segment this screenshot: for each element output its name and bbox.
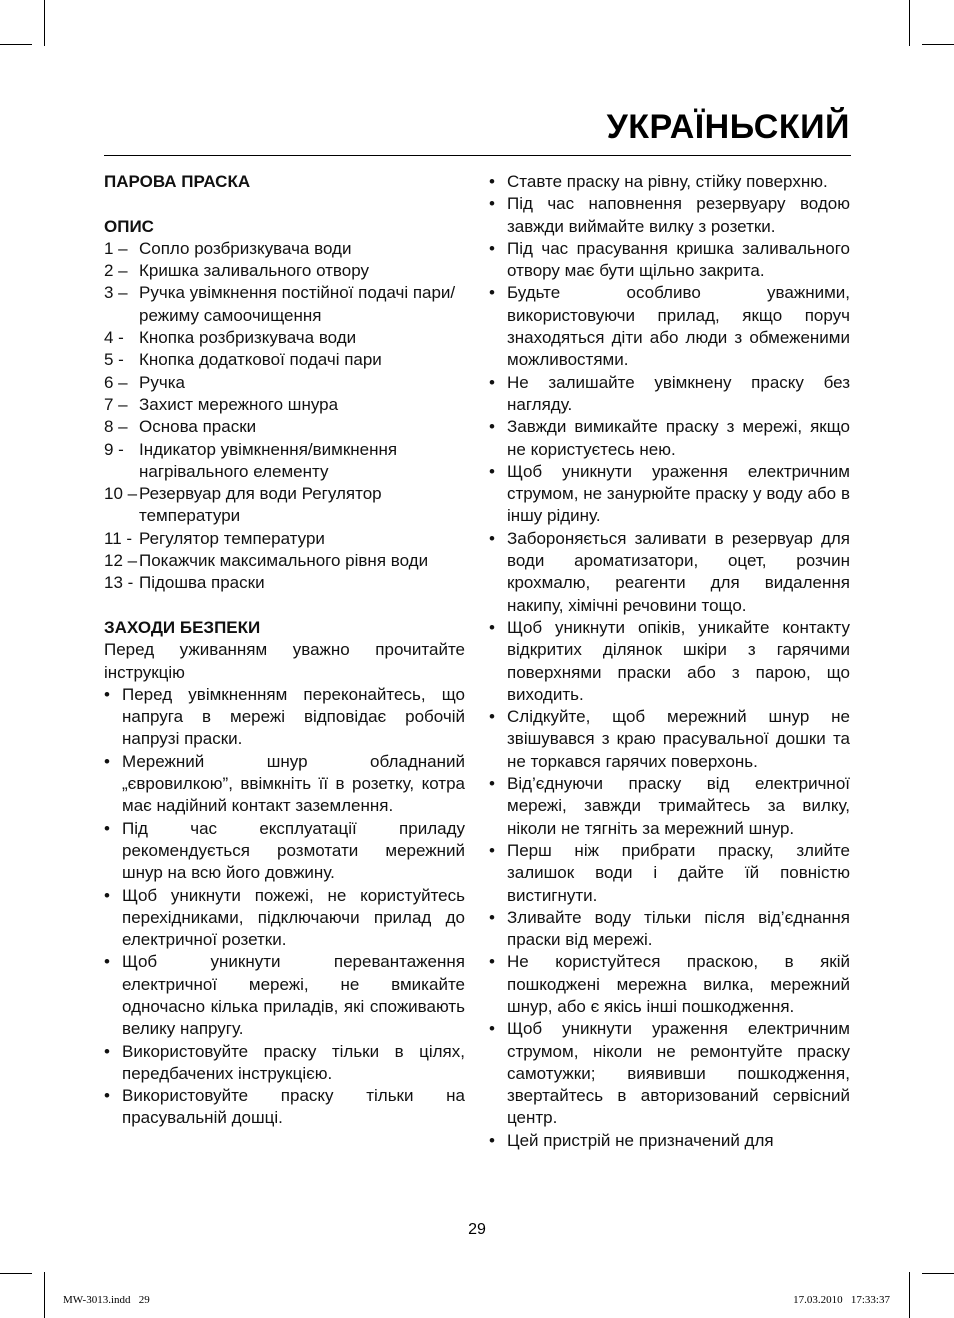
bullet-dot-icon: • bbox=[104, 1086, 110, 1106]
bullet-dot-icon: • bbox=[489, 172, 495, 191]
safety-item bbox=[489, 193, 850, 238]
safety-text: Щоб уникнути опіків, уникайте контакту відкритих ділянок шкіри з гарячими поверхнями праски або з парою, що виходить. bbox=[507, 617, 850, 704]
safety-text: Ставте праску на рівну, стійку поверхню. bbox=[507, 172, 828, 191]
safety-text: Не користуйтеся праскою, в якій пошкоджені мережна вилка, мережний шнур, або є якісь інші пошкодження. bbox=[507, 952, 850, 1016]
safety-item bbox=[489, 238, 850, 283]
part-text: Підошва праски bbox=[139, 573, 265, 593]
part-number: 1 – bbox=[104, 238, 128, 258]
safety-text: Цей пристрій не призначений для bbox=[507, 1130, 774, 1150]
safety-text: Слідкуйте, щоб мережний шнур не звішувався з краю прасувальної дошки та не торкався гарячих поверхонь. bbox=[507, 707, 850, 771]
safety-heading: ЗАХОДИ БЕЗПЕКИ bbox=[104, 617, 261, 637]
part-text: Ручка увімкнення постійної подачі пари/режиму самоочищення bbox=[139, 283, 456, 325]
crop-mark bbox=[909, 0, 910, 46]
part-item bbox=[104, 238, 465, 260]
safety-text: Щоб уникнути пожежі, не користуйтесь перехідниками, підключаючи прилад до електричної розетки. bbox=[122, 885, 465, 950]
description-heading: ОПИС bbox=[104, 216, 154, 236]
part-number: 13 - bbox=[104, 573, 134, 593]
safety-item bbox=[489, 951, 850, 1018]
bullet-dot-icon: • bbox=[489, 461, 495, 481]
language-header: УКРАЇНЬСКИЙ bbox=[606, 108, 850, 146]
safety-item bbox=[489, 372, 850, 417]
part-item bbox=[104, 282, 465, 327]
bullet-dot-icon: • bbox=[489, 528, 495, 548]
part-item bbox=[104, 483, 465, 528]
crop-mark bbox=[0, 1273, 32, 1274]
bullet-dot-icon: • bbox=[489, 907, 495, 927]
safety-text: Використовуйте праску тільки в цілях, передбачених інструкцією. bbox=[122, 1041, 465, 1083]
safety-item bbox=[489, 1130, 850, 1152]
safety-text: Не залишайте увімкнену праску без нагляду. bbox=[507, 372, 850, 414]
part-item bbox=[104, 372, 465, 394]
part-text: Кришка заливального отвору bbox=[139, 261, 369, 281]
safety-item bbox=[489, 617, 850, 706]
crop-mark bbox=[44, 1272, 45, 1318]
part-number: 6 – bbox=[104, 372, 128, 392]
safety-item bbox=[489, 171, 850, 193]
safety-item bbox=[104, 1041, 465, 1086]
safety-item bbox=[104, 751, 465, 818]
part-number: 7 – bbox=[104, 394, 128, 414]
part-number: 5 - bbox=[104, 350, 124, 370]
safety-list-left bbox=[104, 684, 465, 1130]
part-text: Основа праски bbox=[139, 417, 257, 437]
part-item bbox=[104, 550, 465, 572]
safety-text: Мережний шнур обладнаний „євровилкою”, ввімкніть її в розетку, котра має надійний контакт заземлення. bbox=[122, 751, 465, 816]
bullet-dot-icon: • bbox=[104, 684, 110, 704]
bullet-dot-icon: • bbox=[104, 885, 110, 905]
product-title: ПАРОВА ПРАСКА bbox=[104, 172, 251, 191]
part-text: Захист мережного шнура bbox=[139, 394, 339, 414]
part-number: 12 – bbox=[104, 551, 138, 571]
safety-item bbox=[104, 885, 465, 952]
part-text: Покажчик максимального рівня води bbox=[139, 551, 429, 571]
safety-item bbox=[104, 951, 465, 1040]
part-item bbox=[104, 439, 465, 484]
crop-mark bbox=[909, 1272, 910, 1318]
safety-text: Щоб уникнути ураження електричним струмом, не занурюйте праску у воду або в іншу рідину. bbox=[507, 461, 850, 526]
part-text: Ручка bbox=[139, 372, 185, 392]
part-number: 9 - bbox=[104, 439, 124, 459]
bullet-dot-icon: • bbox=[489, 283, 495, 303]
safety-item bbox=[104, 1085, 465, 1130]
bullet-dot-icon: • bbox=[489, 194, 495, 214]
left-column bbox=[104, 171, 465, 1130]
right-column bbox=[489, 171, 850, 1152]
bullet-dot-icon: • bbox=[104, 818, 110, 838]
part-number: 10 – bbox=[104, 484, 138, 504]
parts-list bbox=[104, 238, 465, 595]
safety-item bbox=[489, 840, 850, 907]
bullet-dot-icon: • bbox=[489, 617, 495, 637]
header-rule bbox=[104, 155, 851, 156]
bullet-dot-icon: • bbox=[489, 1019, 495, 1039]
safety-item bbox=[489, 461, 850, 528]
print-slug-date: 17.03.2010 17:33:37 bbox=[793, 1294, 890, 1306]
part-item bbox=[104, 394, 465, 416]
part-item bbox=[104, 260, 465, 282]
bullet-dot-icon: • bbox=[489, 417, 495, 437]
part-text: Індикатор увімкнення/вимкнення нагрівального елементу bbox=[139, 439, 398, 481]
crop-mark bbox=[922, 44, 954, 45]
part-number: 11 - bbox=[104, 528, 133, 548]
bullet-dot-icon: • bbox=[104, 1041, 110, 1061]
safety-item bbox=[489, 1018, 850, 1129]
safety-text: Будьте особливо уважними, використовуючи прилад, якщо поруч знаходяться діти або люди з обмеженими можливостями. bbox=[507, 283, 850, 370]
safety-text: Завжди вимикайте праску з мережі, якщо не користуєтесь нею. bbox=[507, 417, 850, 459]
crop-mark bbox=[44, 0, 45, 46]
safety-intro: Перед уживанням уважно прочитайте інструкцію bbox=[104, 640, 465, 682]
crop-mark bbox=[922, 1273, 954, 1274]
part-item bbox=[104, 528, 465, 550]
safety-text: Забороняється заливати в резервуар для води ароматизатори, оцет, розчин крохмалю, реагенти для видалення накипу, хімічні речовини тощо. bbox=[507, 528, 850, 615]
bullet-dot-icon: • bbox=[489, 774, 495, 794]
safety-item bbox=[104, 818, 465, 885]
part-item bbox=[104, 327, 465, 349]
print-slug-file: MW-3013.indd 29 bbox=[63, 1294, 150, 1306]
part-item bbox=[104, 416, 465, 438]
safety-item bbox=[489, 282, 850, 371]
part-text: Кнопка розбризкувача води bbox=[139, 328, 357, 348]
safety-text: Щоб уникнути перевантаження електричної мережі, не вмикайте одночасно кілька приладів, які споживають велику напругу. bbox=[122, 952, 465, 1039]
bullet-dot-icon: • bbox=[489, 707, 495, 727]
part-item bbox=[104, 572, 465, 594]
bullet-dot-icon: • bbox=[104, 952, 110, 972]
part-text: Кнопка додаткової подачі пари bbox=[139, 350, 382, 370]
safety-item bbox=[489, 706, 850, 773]
part-item bbox=[104, 349, 465, 371]
safety-text: Під час прасування кришка заливального отвору має бути щільно закрита. bbox=[507, 238, 850, 281]
part-number: 3 – bbox=[104, 283, 128, 303]
crop-mark bbox=[0, 44, 32, 45]
safety-item bbox=[489, 528, 850, 617]
safety-text: Перш ніж прибрати праску, злийте залишок води і дайте їй повністю вистигнути. bbox=[507, 840, 850, 905]
part-text: Регулятор температури bbox=[139, 528, 325, 548]
part-number: 4 - bbox=[104, 328, 124, 348]
bullet-dot-icon: • bbox=[489, 840, 495, 860]
safety-item bbox=[489, 773, 850, 840]
part-number: 8 – bbox=[104, 417, 128, 437]
safety-item bbox=[104, 684, 465, 751]
safety-text: Перед увімкненням переконайтесь, що напруга в мережі відповідає робочій напрузі праски. bbox=[122, 684, 465, 749]
safety-text: Використовуйте праску тільки на прасувальній дошці. bbox=[122, 1086, 465, 1128]
safety-item bbox=[489, 416, 850, 461]
page-number: 29 bbox=[468, 1221, 486, 1238]
safety-text: Щоб уникнути ураження електричним струмом, ніколи не ремонтуйте праску самотужки; виявивши пошкодження, звертайтесь в авторизований сервісний центр. bbox=[507, 1019, 850, 1128]
bullet-dot-icon: • bbox=[104, 751, 110, 771]
bullet-dot-icon: • bbox=[489, 952, 495, 972]
safety-item bbox=[489, 907, 850, 952]
part-text: Резервуар для води Регулятор температури bbox=[139, 484, 382, 526]
part-number: 2 – bbox=[104, 261, 128, 281]
bullet-dot-icon: • bbox=[489, 238, 495, 258]
bullet-dot-icon: • bbox=[489, 1130, 495, 1150]
safety-text: Під час експлуатації приладу рекомендується розмотати мережний шнур на всю його довжину. bbox=[122, 818, 465, 883]
part-text: Сопло розбризкувача води bbox=[139, 238, 352, 258]
safety-text: Під час наповнення резервуару водою завжди виймайте вилку з розетки. bbox=[507, 194, 850, 236]
safety-text: Від’єднуючи праску від електричної мережі, завжди тримайтесь за вилку, ніколи не тягніть за мережний шнур. bbox=[507, 774, 850, 838]
safety-list-right bbox=[489, 171, 850, 1152]
safety-text: Зливайте воду тільки після від’єднання праски від мережі. bbox=[507, 907, 850, 950]
bullet-dot-icon: • bbox=[489, 372, 495, 392]
